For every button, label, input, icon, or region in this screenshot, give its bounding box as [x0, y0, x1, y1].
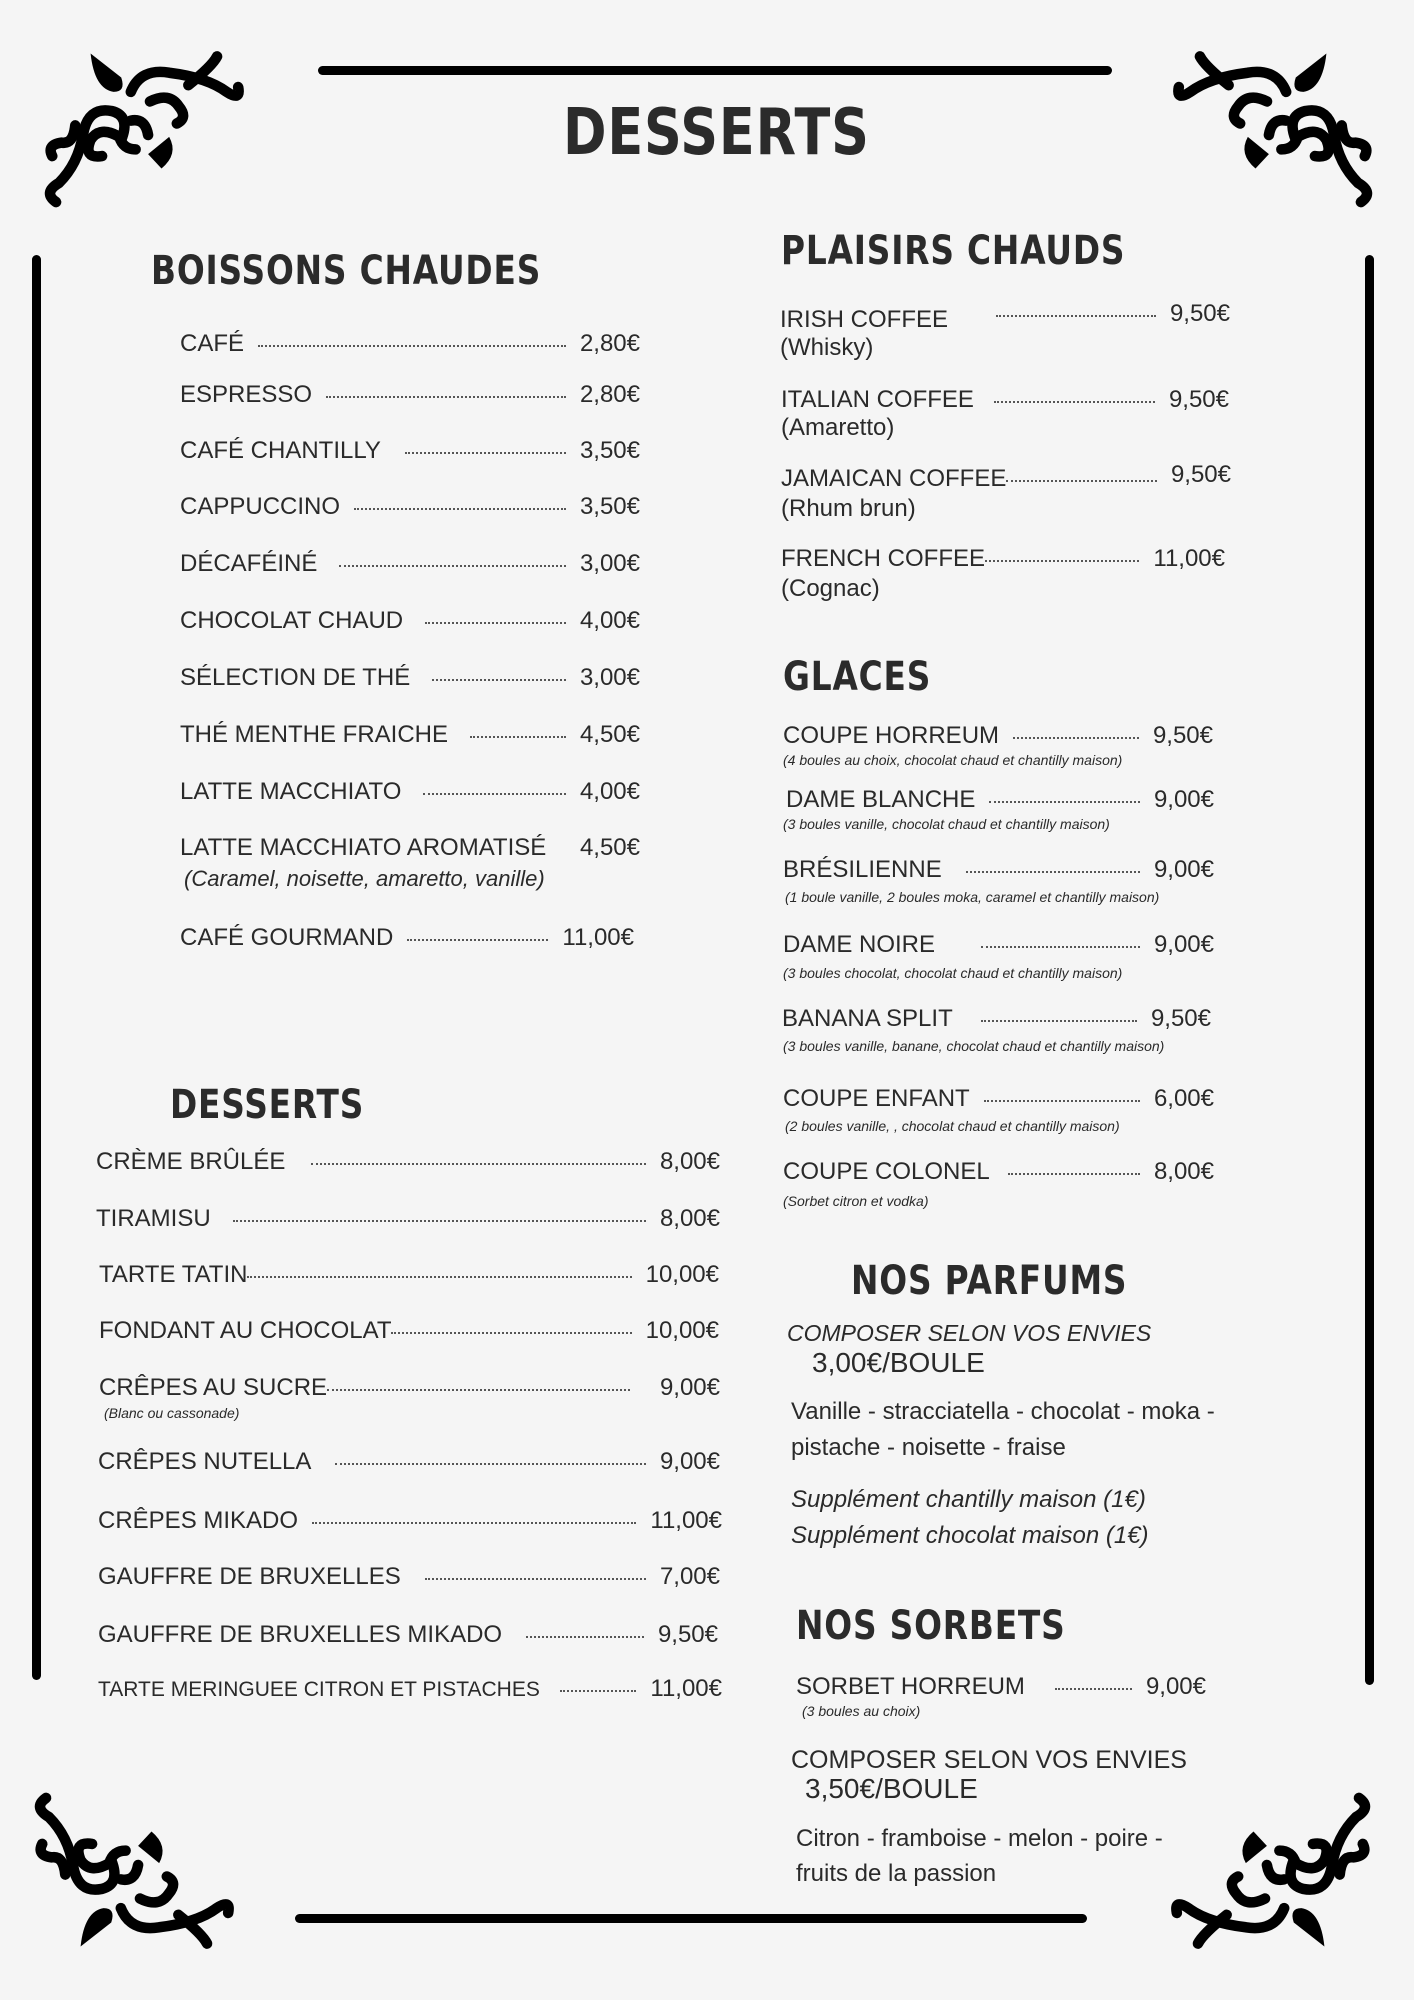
- bottom-divider-line: [295, 1914, 1087, 1923]
- item-name: TIRAMISU: [96, 1205, 211, 1232]
- dot-leader: [981, 946, 1140, 948]
- item-name: CRÊPES NUTELLA: [98, 1448, 312, 1475]
- item-name: CAFÉ: [180, 330, 245, 357]
- item-name: DAME NOIRE: [783, 931, 936, 958]
- item-name: TARTE TATIN: [99, 1261, 248, 1288]
- dot-leader: [432, 679, 566, 681]
- item-name: ITALIAN COFFEE: [781, 386, 974, 413]
- item-detail: (2 boules vanille, , chocolat chaud et chantilly maison): [785, 1118, 1120, 1134]
- dot-leader: [425, 622, 566, 624]
- dot-leader: [312, 1522, 636, 1524]
- dot-leader: [425, 1578, 646, 1580]
- menu-item: [98, 1621, 718, 1649]
- item-name: SORBET HORREUM: [796, 1673, 1025, 1700]
- item-price: 9,00€: [1153, 856, 1214, 883]
- top-divider-line: [318, 66, 1112, 75]
- item-price: 10,00€: [645, 1317, 719, 1344]
- dot-leader: [405, 452, 566, 454]
- menu-item: [781, 461, 1231, 493]
- item-name: BANANA SPLIT: [782, 1005, 953, 1032]
- item-price: 11,00€: [562, 924, 634, 951]
- item-name: COUPE COLONEL: [783, 1158, 990, 1185]
- menu-item: [180, 607, 640, 635]
- menu-item: [180, 778, 640, 806]
- menu-item: [786, 786, 1214, 814]
- menu-item: [180, 924, 634, 952]
- section-heading-plaisirs-chauds: PLAISIRS CHAUDS: [781, 228, 1126, 274]
- menu-item: [180, 493, 640, 521]
- dot-leader: [981, 1020, 1137, 1022]
- item-name: CAFÉ GOURMAND: [180, 924, 394, 951]
- item-price: 9,00€: [659, 1374, 720, 1401]
- item-name: CRÈME BRÛLÉE: [96, 1148, 286, 1175]
- item-detail: (3 boules chocolat, chocolat chaud et chantilly maison): [783, 965, 1123, 981]
- dot-leader: [247, 1276, 631, 1278]
- item-detail: (Rhum brun): [781, 495, 916, 522]
- left-border-line: [32, 255, 41, 1680]
- item-price: 8,00€: [659, 1148, 720, 1175]
- item-price: 4,00€: [579, 607, 640, 634]
- item-price: 2,80€: [579, 330, 640, 357]
- dot-leader: [233, 1220, 646, 1222]
- top-left-ornament-icon: [35, 40, 265, 230]
- item-detail: (4 boules au choix, chocolat chaud et chantilly maison): [783, 752, 1123, 768]
- item-detail: (Caramel, noisette, amaretto, vanille): [184, 866, 545, 891]
- section-heading-nos-parfums: NOS PARFUMS: [851, 1258, 1128, 1304]
- item-price: 4,00€: [579, 778, 640, 805]
- item-price: 2,80€: [579, 381, 640, 408]
- item-name: FRENCH COFFEE: [781, 545, 985, 572]
- menu-item: [782, 1005, 1211, 1033]
- dot-leader: [996, 315, 1156, 317]
- menu-item: [99, 1317, 719, 1345]
- item-name: SÉLECTION DE THÉ: [180, 664, 411, 691]
- menu-item: [796, 1673, 1206, 1701]
- item-detail: (Amaretto): [781, 414, 895, 441]
- item-detail: (Cognac): [781, 575, 880, 602]
- item-detail: (Sorbet citron et vodka): [783, 1193, 929, 1209]
- item-price: 9,50€: [657, 1621, 718, 1648]
- dot-leader: [258, 345, 566, 347]
- item-name: CAFÉ CHANTILLY: [180, 437, 381, 464]
- item-name: COUPE ENFANT: [783, 1085, 970, 1112]
- dot-leader: [984, 1100, 1140, 1102]
- item-name: JAMAICAN COFFEE: [781, 465, 1007, 492]
- menu-item: [99, 1374, 720, 1402]
- item-price: 8,00€: [1153, 1158, 1214, 1185]
- item-price: 8,00€: [659, 1205, 720, 1232]
- bottom-right-ornament-icon: [1150, 1770, 1380, 1960]
- section-heading-boissons-chaudes: BOISSONS CHAUDES: [151, 248, 542, 294]
- menu-item: [98, 1448, 720, 1476]
- sorbets-price-per-scoop: 3,50€/BOULE: [805, 1773, 978, 1804]
- dot-leader: [526, 1636, 644, 1638]
- item-name: THÉ MENTHE FRAICHE: [180, 721, 449, 748]
- menu-item: [180, 381, 640, 409]
- dot-leader: [1008, 1173, 1140, 1175]
- item-name: COUPE HORREUM: [783, 722, 1000, 749]
- menu-item: [98, 1507, 722, 1535]
- dot-leader: [560, 1690, 637, 1692]
- menu-item: [783, 856, 1214, 884]
- dot-leader: [985, 560, 1139, 562]
- parfums-price-per-scoop: 3,00€/BOULE: [812, 1347, 985, 1378]
- menu-item: [783, 722, 1213, 750]
- item-name: ESPRESSO: [180, 381, 313, 408]
- item-price: 6,00€: [1153, 1085, 1214, 1112]
- dot-leader: [989, 801, 1140, 803]
- item-name: CHOCOLAT CHAUD: [180, 607, 404, 634]
- menu-item: [180, 721, 640, 749]
- menu-item: [180, 437, 640, 465]
- item-price: 9,50€: [1169, 300, 1230, 327]
- item-price: 9,00€: [1145, 1673, 1206, 1700]
- section-heading-nos-sorbets: NOS SORBETS: [796, 1603, 1066, 1649]
- menu-item: [98, 1675, 722, 1703]
- item-price: 9,50€: [1170, 461, 1231, 488]
- item-name: GAUFFRE DE BRUXELLES MIKADO: [98, 1621, 503, 1648]
- item-name: GAUFFRE DE BRUXELLES: [98, 1563, 401, 1590]
- item-price: 3,00€: [579, 664, 640, 691]
- item-name: CRÊPES MIKADO: [98, 1507, 299, 1534]
- dot-leader: [966, 871, 1140, 873]
- parfums-flavours-line-2: pistache - noisette - fraise: [791, 1434, 1066, 1461]
- item-detail: (Blanc ou cassonade): [104, 1405, 240, 1421]
- dot-leader: [994, 401, 1155, 403]
- menu-item: [180, 834, 640, 862]
- sorbets-flavours-line-2: fruits de la passion: [796, 1860, 997, 1887]
- menu-item: [780, 300, 1230, 334]
- item-detail: (3 boules au choix): [802, 1703, 921, 1719]
- section-heading-desserts: DESSERTS: [170, 1082, 365, 1128]
- item-price: 9,00€: [1153, 931, 1214, 958]
- menu-item: [781, 386, 1229, 414]
- dot-leader: [354, 508, 566, 510]
- item-name: CAPPUCCINO: [180, 493, 341, 520]
- supplement-chocolat: Supplément chocolat maison (1€): [791, 1522, 1149, 1549]
- item-detail: (Whisky): [780, 334, 874, 361]
- dot-leader: [1013, 737, 1139, 739]
- sorbets-compose-label: COMPOSER SELON VOS ENVIES: [791, 1746, 1187, 1774]
- item-price: 11,00€: [1153, 545, 1225, 572]
- dot-leader: [423, 793, 566, 795]
- dot-leader: [470, 736, 566, 738]
- item-price: 10,00€: [645, 1261, 719, 1288]
- dot-leader: [326, 396, 566, 398]
- item-price: 9,00€: [659, 1448, 720, 1475]
- menu-item: [99, 1261, 719, 1289]
- item-name: TARTE MERINGUEE CITRON ET PISTACHES: [98, 1678, 540, 1701]
- menu-item: [783, 1085, 1214, 1113]
- dot-leader: [391, 1332, 631, 1334]
- bottom-left-ornament-icon: [25, 1770, 255, 1960]
- menu-item: [180, 330, 640, 358]
- menu-item: [96, 1205, 720, 1233]
- dot-leader: [335, 1463, 646, 1465]
- item-name: IRISH COFFEE: [780, 306, 949, 333]
- item-price: 9,00€: [1153, 786, 1214, 813]
- top-right-ornament-icon: [1152, 40, 1382, 230]
- sorbets-flavours-line-1: Citron - framboise - melon - poire -: [796, 1825, 1163, 1852]
- page-title: DESSERTS: [563, 96, 870, 170]
- item-name: DÉCAFÉINÉ: [180, 550, 318, 577]
- dot-leader: [327, 1389, 630, 1391]
- item-price: 3,00€: [579, 550, 640, 577]
- dot-leader: [1006, 480, 1157, 482]
- menu-item: [98, 1563, 720, 1591]
- item-name: LATTE MACCHIATO: [180, 778, 402, 805]
- menu-item: [180, 550, 640, 578]
- right-border-line: [1365, 255, 1374, 1685]
- menu-item: [783, 931, 1214, 959]
- menu-item: [96, 1148, 720, 1176]
- item-price: 11,00€: [650, 1675, 722, 1702]
- item-detail: (3 boules vanille, banane, chocolat chaud et chantilly maison): [783, 1038, 1165, 1054]
- dot-leader: [1055, 1688, 1132, 1690]
- item-price: 9,50€: [1150, 1005, 1211, 1032]
- item-price: 9,50€: [1152, 722, 1213, 749]
- item-price: 9,50€: [1168, 386, 1229, 413]
- dot-leader: [407, 939, 548, 941]
- item-name: LATTE MACCHIATO AROMATISÉ: [180, 834, 547, 861]
- menu-item: [783, 1158, 1214, 1186]
- parfums-flavours-line-1: Vanille - stracciatella - chocolat - moka -: [791, 1398, 1215, 1425]
- item-name: CRÊPES AU SUCRE: [99, 1374, 328, 1401]
- supplement-chantilly: Supplément chantilly maison (1€): [791, 1486, 1146, 1513]
- item-detail: (1 boule vanille, 2 boules moka, caramel et chantilly maison): [785, 889, 1160, 905]
- item-detail: (3 boules vanille, chocolat chaud et chantilly maison): [783, 816, 1110, 832]
- item-price: 11,00€: [650, 1507, 722, 1534]
- item-name: BRÉSILIENNE: [783, 856, 942, 883]
- item-price: 4,50€: [579, 834, 640, 861]
- item-price: 3,50€: [579, 493, 640, 520]
- dot-leader: [339, 565, 566, 567]
- menu-item: [781, 545, 1225, 573]
- dot-leader: [311, 1163, 646, 1165]
- item-price: 7,00€: [659, 1563, 720, 1590]
- item-name: DAME BLANCHE: [786, 786, 976, 813]
- item-price: 3,50€: [579, 437, 640, 464]
- item-price: 4,50€: [579, 721, 640, 748]
- menu-item: [180, 664, 640, 692]
- parfums-compose-label: COMPOSER SELON VOS ENVIES: [787, 1320, 1152, 1346]
- item-name: FONDANT AU CHOCOLAT: [99, 1317, 392, 1344]
- section-heading-glaces: GLACES: [783, 654, 932, 700]
